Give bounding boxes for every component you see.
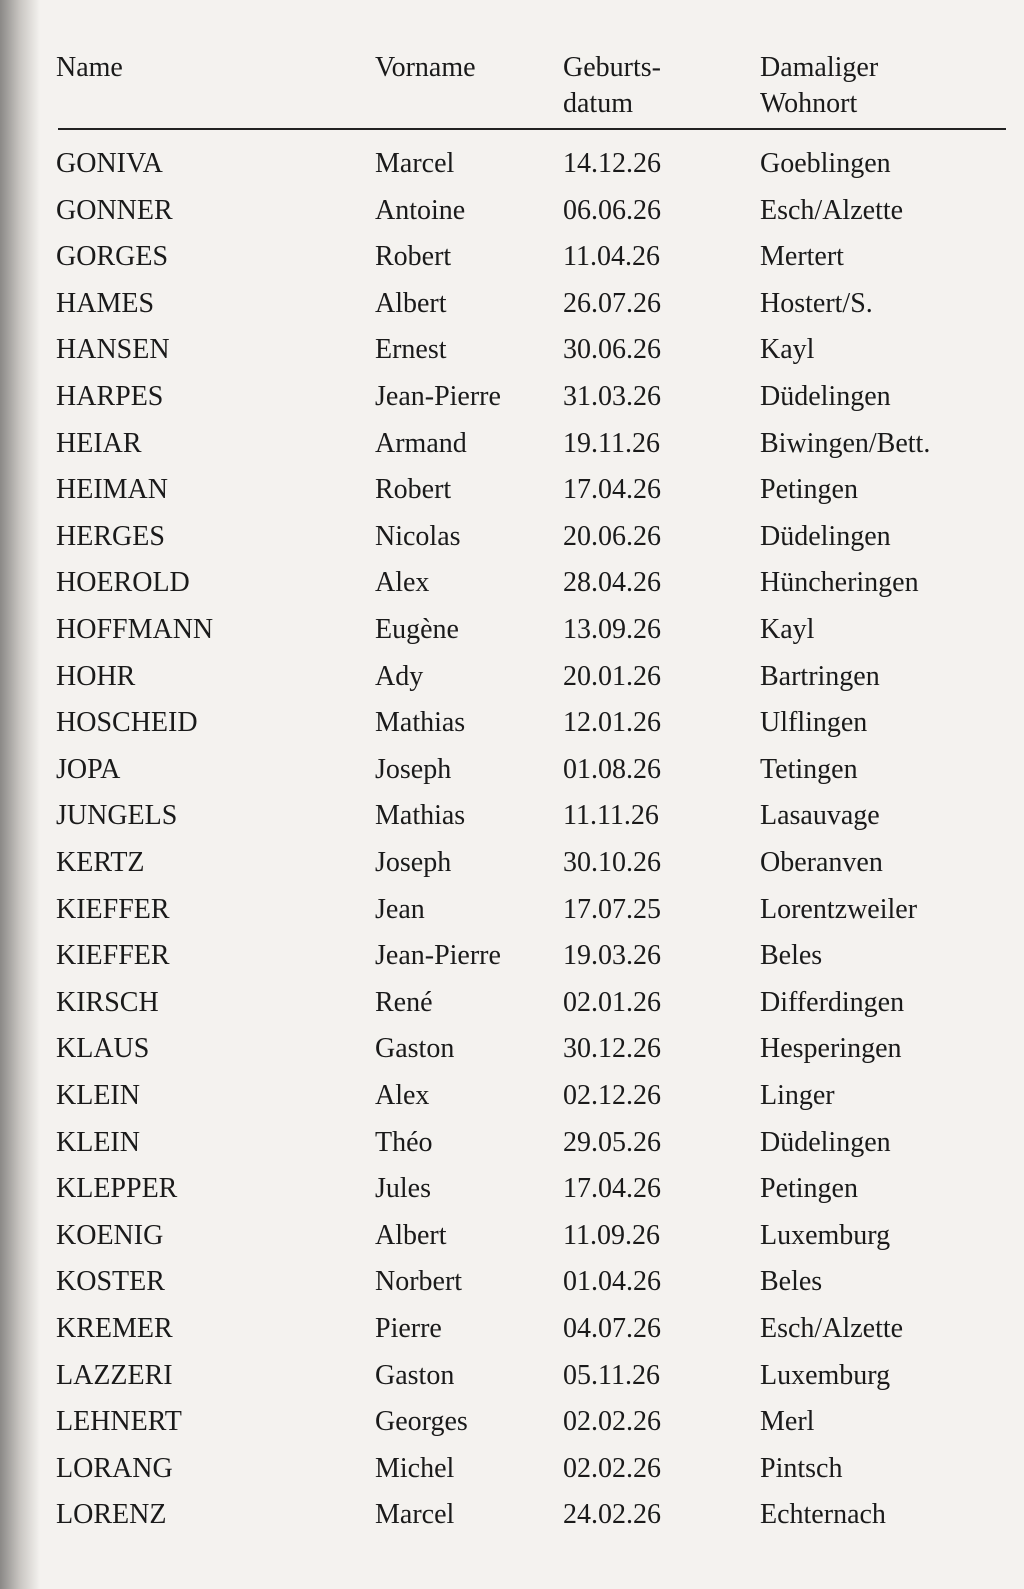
cell-wohnort: Pintsch (760, 1452, 843, 1484)
cell-name: HANSEN (56, 334, 170, 366)
cell-geburtsdatum: 11.04.26 (563, 241, 660, 273)
cell-name: LAZZERI (56, 1359, 173, 1391)
cell-geburtsdatum: 30.12.26 (563, 1033, 661, 1065)
cell-name: LEHNERT (56, 1406, 182, 1438)
cell-vorname: Jean-Pierre (375, 381, 501, 412)
cell-geburtsdatum: 02.02.26 (563, 1452, 661, 1484)
cell-vorname: Marcel (375, 1499, 455, 1531)
cell-name: KERTZ (56, 847, 145, 878)
cell-vorname: Gaston (375, 1359, 455, 1391)
table-row (0, 474, 1024, 518)
cell-name: KLEIN (56, 1080, 140, 1111)
cell-vorname: Armand (375, 427, 467, 459)
table-row (0, 894, 1024, 938)
cell-wohnort: Tetingen (760, 753, 858, 785)
cell-geburtsdatum: 26.07.26 (563, 287, 661, 319)
cell-wohnort: Lorentzweiler (760, 893, 918, 925)
cell-vorname: Pierre (375, 1313, 442, 1344)
cell-wohnort: Düdelingen (760, 1126, 891, 1158)
cell-name: GONNER (56, 194, 173, 226)
table-row (0, 1406, 1024, 1450)
cell-geburtsdatum: 28.04.26 (563, 567, 661, 599)
cell-wohnort: Kayl (760, 334, 815, 366)
cell-name: LORENZ (56, 1499, 167, 1531)
cell-wohnort: Beles (760, 1266, 823, 1298)
cell-name: GORGES (56, 241, 169, 273)
cell-geburtsdatum: 24.02.26 (563, 1499, 661, 1531)
cell-wohnort: Düdelingen (760, 520, 891, 552)
cell-wohnort: Bartringen (760, 660, 880, 692)
table-row (0, 940, 1024, 984)
cell-wohnort: Petingen (760, 1173, 858, 1205)
cell-wohnort: Lasauvage (760, 800, 880, 832)
cell-vorname: Ernest (375, 334, 447, 366)
cell-name: KLEPPER (56, 1173, 178, 1205)
header-wohnort-line2: Wohnort (760, 88, 858, 119)
cell-vorname: Jules (375, 1173, 431, 1205)
cell-geburtsdatum: 17.04.26 (563, 474, 661, 506)
cell-vorname: René (375, 986, 433, 1018)
table-row (0, 661, 1024, 705)
cell-wohnort: Petingen (760, 474, 858, 506)
cell-wohnort: Biwingen/Bett. (760, 427, 931, 459)
cell-wohnort: Hostert/S. (760, 287, 873, 319)
cell-name: KIEFFER (56, 940, 170, 972)
cell-name: KIEFFER (56, 893, 170, 925)
table-row (0, 241, 1024, 285)
cell-wohnort: Beles (760, 940, 823, 972)
cell-vorname: Norbert (375, 1266, 463, 1298)
cell-wohnort: Merl (760, 1406, 815, 1438)
cell-wohnort: Esch/Alzette (760, 1313, 904, 1344)
cell-wohnort: Goeblingen (760, 148, 891, 179)
table-row (0, 847, 1024, 891)
header-wohnort (760, 50, 878, 122)
cell-name: HOSCHEID (56, 707, 198, 739)
header-geburtsdatum (563, 50, 661, 122)
cell-geburtsdatum: 17.07.25 (563, 893, 661, 925)
cell-wohnort: Luxemburg (760, 1359, 891, 1391)
cell-vorname: Alex (375, 567, 430, 599)
cell-vorname: Antoine (375, 194, 466, 226)
cell-geburtsdatum: 06.06.26 (563, 194, 661, 226)
cell-wohnort: Linger (760, 1080, 835, 1111)
cell-name: HOHR (56, 660, 136, 692)
table-row (0, 428, 1024, 472)
table-row (0, 987, 1024, 1031)
cell-vorname: Théo (375, 1126, 433, 1158)
cell-name: HAMES (56, 287, 155, 319)
cell-wohnort: Echternach (760, 1499, 886, 1531)
cell-name: HARPES (56, 381, 164, 412)
cell-wohnort: Düdelingen (760, 381, 891, 412)
table-row (0, 1220, 1024, 1264)
cell-geburtsdatum: 20.01.26 (563, 660, 661, 692)
cell-name: KOSTER (56, 1266, 165, 1298)
cell-geburtsdatum: 19.11.26 (563, 427, 660, 459)
cell-name: HEIAR (56, 427, 142, 459)
cell-geburtsdatum: 02.01.26 (563, 986, 661, 1018)
cell-geburtsdatum: 29.05.26 (563, 1126, 661, 1158)
cell-geburtsdatum: 17.04.26 (563, 1173, 661, 1205)
cell-name: LORANG (56, 1452, 173, 1484)
cell-name: KLAUS (56, 1033, 150, 1065)
table-row (0, 567, 1024, 611)
cell-name: KOENIG (56, 1219, 164, 1251)
table-row (0, 1127, 1024, 1171)
cell-name: KIRSCH (56, 986, 159, 1018)
cell-wohnort: Luxemburg (760, 1219, 891, 1251)
cell-geburtsdatum: 14.12.26 (563, 148, 661, 179)
cell-vorname: Jean (375, 893, 425, 925)
cell-name: JOPA (56, 753, 121, 785)
cell-geburtsdatum: 11.09.26 (563, 1219, 660, 1251)
cell-vorname: Ady (375, 660, 424, 692)
cell-name: HERGES (56, 520, 165, 552)
cell-geburtsdatum: 04.07.26 (563, 1313, 661, 1344)
cell-vorname: Georges (375, 1406, 468, 1438)
table-row (0, 754, 1024, 798)
cell-name: HOFFMANN (56, 614, 214, 645)
cell-vorname: Robert (375, 474, 452, 506)
cell-vorname: Gaston (375, 1033, 455, 1065)
cell-vorname: Michel (375, 1452, 455, 1484)
table-row (0, 1173, 1024, 1217)
cell-vorname: Joseph (375, 847, 452, 878)
cell-vorname: Jean-Pierre (375, 940, 501, 972)
table-row (0, 707, 1024, 751)
table-row (0, 148, 1024, 192)
cell-vorname: Marcel (375, 148, 455, 179)
cell-geburtsdatum: 01.08.26 (563, 753, 661, 785)
cell-wohnort: Esch/Alzette (760, 194, 904, 226)
cell-wohnort: Oberanven (760, 847, 883, 878)
cell-vorname: Robert (375, 241, 452, 273)
header-vorname: Vorname (375, 52, 476, 83)
cell-geburtsdatum: 05.11.26 (563, 1359, 660, 1391)
table-row (0, 1266, 1024, 1310)
header-geburtsdatum-line1: Geburts- (563, 52, 661, 83)
table-row (0, 1453, 1024, 1497)
cell-wohnort: Mertert (760, 241, 844, 273)
table-row (0, 288, 1024, 332)
cell-wohnort: Differdingen (760, 986, 905, 1018)
cell-geburtsdatum: 01.04.26 (563, 1266, 661, 1298)
cell-geburtsdatum: 30.06.26 (563, 334, 661, 366)
table-row (0, 381, 1024, 425)
table-row (0, 1033, 1024, 1077)
header-geburtsdatum-line2: datum (563, 88, 633, 119)
header-name: Name (56, 52, 123, 83)
cell-vorname: Albert (375, 287, 447, 319)
cell-geburtsdatum: 13.09.26 (563, 614, 661, 645)
table-row (0, 800, 1024, 844)
table-row (0, 1499, 1024, 1543)
table-row (0, 334, 1024, 378)
table-row (0, 1360, 1024, 1404)
cell-wohnort: Ulflingen (760, 707, 868, 739)
cell-vorname: Joseph (375, 753, 452, 785)
cell-wohnort: Hüncheringen (760, 567, 919, 599)
cell-geburtsdatum: 11.11.26 (563, 800, 659, 832)
cell-vorname: Mathias (375, 800, 466, 832)
table-row (0, 195, 1024, 239)
cell-geburtsdatum: 31.03.26 (563, 381, 661, 412)
cell-geburtsdatum: 02.02.26 (563, 1406, 661, 1438)
header-rule (58, 128, 1006, 130)
cell-wohnort: Kayl (760, 614, 815, 645)
cell-vorname: Alex (375, 1080, 430, 1111)
cell-name: KREMER (56, 1313, 173, 1344)
cell-vorname: Mathias (375, 707, 466, 739)
table-row (0, 1313, 1024, 1357)
cell-name: HEIMAN (56, 474, 168, 506)
cell-name: GONIVA (56, 148, 163, 179)
table-row (0, 521, 1024, 565)
cell-geburtsdatum: 30.10.26 (563, 847, 661, 878)
cell-wohnort: Hesperingen (760, 1033, 902, 1065)
cell-name: KLEIN (56, 1126, 140, 1158)
cell-geburtsdatum: 19.03.26 (563, 940, 661, 972)
cell-geburtsdatum: 20.06.26 (563, 520, 661, 552)
cell-name: HOEROLD (56, 567, 190, 599)
cell-geburtsdatum: 02.12.26 (563, 1080, 661, 1111)
cell-vorname: Nicolas (375, 520, 461, 552)
cell-vorname: Eugène (375, 614, 459, 645)
table-row (0, 1080, 1024, 1124)
cell-geburtsdatum: 12.01.26 (563, 707, 661, 739)
table-row (0, 614, 1024, 658)
cell-vorname: Albert (375, 1219, 447, 1251)
header-wohnort-line1: Damaliger (760, 52, 879, 83)
cell-name: JUNGELS (56, 800, 178, 832)
